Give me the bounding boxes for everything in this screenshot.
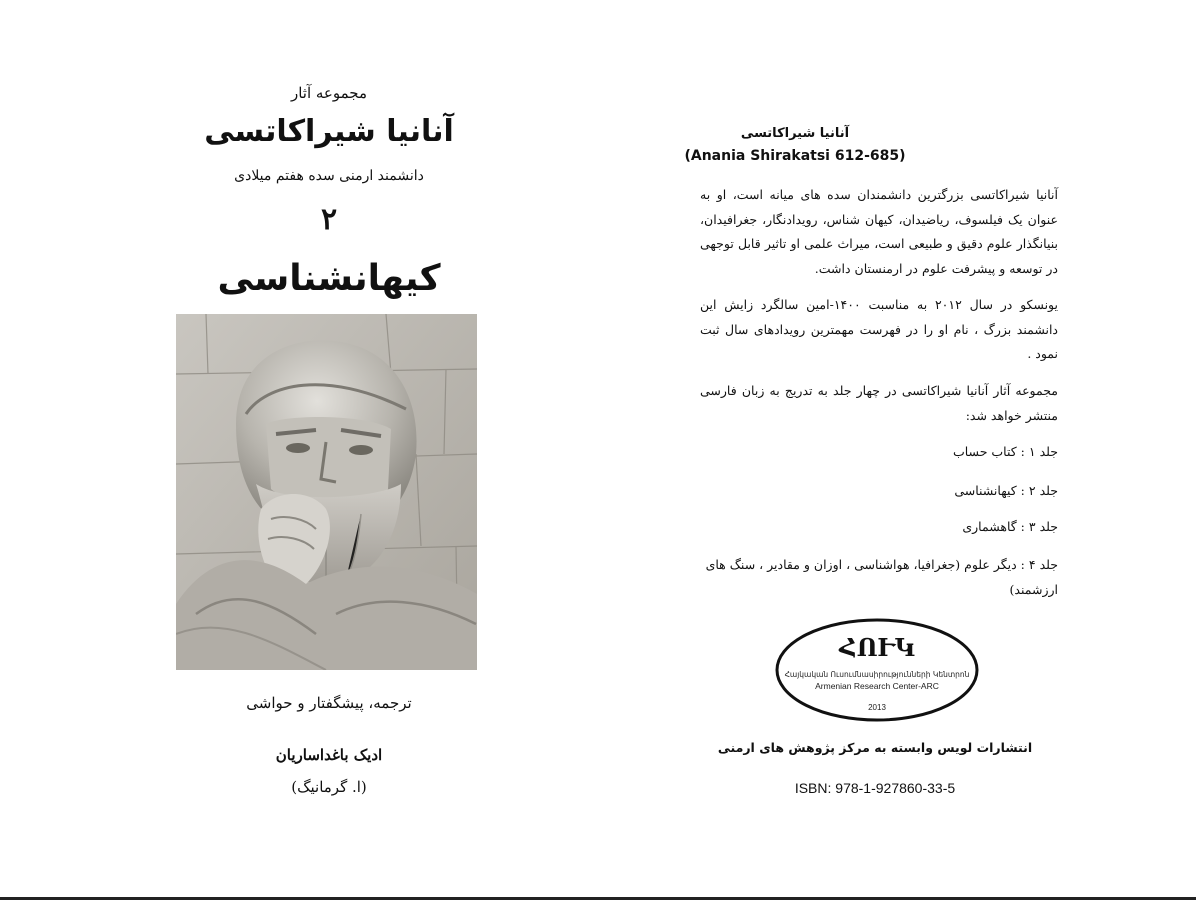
volume-list-item: جلد ۳ : گاهشماری bbox=[962, 519, 1058, 534]
statue-photo bbox=[176, 314, 477, 670]
logo-mark: ՀՈՒԿ bbox=[839, 633, 915, 662]
logo-english-line: Armenian Research Center-ARC bbox=[815, 681, 939, 691]
unesco-paragraph: یونسکو در سال ۲۰۱۲ به مناسبت ۱۴۰۰-امین سالگرد زایش این دانشمند بزرگ ، نام او را در فهرست مهمترین رویدادهای سال ثبت نمود . bbox=[700, 297, 1058, 361]
volume-number: ۲ bbox=[320, 202, 338, 237]
arc-logo bbox=[775, 618, 980, 722]
collection-paragraph: مجموعه آثار آنانیا شیراکاتسی در چهار جلد به تدریج به زبان فارسی منتشر خواهد شد: bbox=[700, 383, 1058, 423]
author-title: آنانیا شیراکاتسی bbox=[204, 114, 454, 149]
author-subtitle: دانشمند ارمنی سده هفتم میلادی bbox=[234, 168, 424, 184]
publisher-line: انتشارات لویس وابسته به مرکز پژوهش های ارمنی bbox=[717, 740, 1033, 755]
bio-paragraph: آنانیا شیراکاتسی بزرگترین دانشمندان سده های میانه است، او به عنوان یک فیلسوف، ریاضیدان، کیهان شناس، رویدادنگار، جغرافیدان، بنیانگذار علوم دقیق و طبیعی است، میراث علمی او تاثیر قابل توجهی در توسعه و پیشرفت علوم در ارمنستان داشت. bbox=[700, 187, 1058, 276]
translator-alias: (ا. گرمانیگ) bbox=[291, 778, 367, 796]
volume-list-item: جلد ۲ : کیهانشناسی bbox=[954, 483, 1058, 498]
volume-list-item: جلد ۱ : کتاب حساب bbox=[952, 444, 1058, 459]
volume-list-item: جلد ۴ : دیگر علوم (جغرافیا، هواشناسی ، اوزان و مقادیر ، سنگ های ارزشمند) bbox=[705, 557, 1058, 597]
cover-page bbox=[0, 0, 598, 896]
logo-armenian-line: Հայկական Ուսումնասիրությունների Կենտրոն bbox=[784, 670, 970, 679]
isbn: ISBN: 978-1-927860-33-5 bbox=[794, 780, 956, 796]
volume-title: کیهانشناسی bbox=[217, 258, 441, 299]
translator-name: ادیک باغداساریان bbox=[275, 746, 383, 764]
series-label: مجموعه آثار bbox=[290, 84, 368, 102]
bio-heading: آنانیا شیراکاتسی bbox=[740, 126, 850, 141]
logo-year: 2013 bbox=[868, 703, 886, 712]
translation-note: ترجمه، پیشگفتار و حواشی bbox=[246, 694, 412, 712]
bio-heading-latin: (Anania Shirakatsi 612-685) bbox=[684, 148, 906, 164]
